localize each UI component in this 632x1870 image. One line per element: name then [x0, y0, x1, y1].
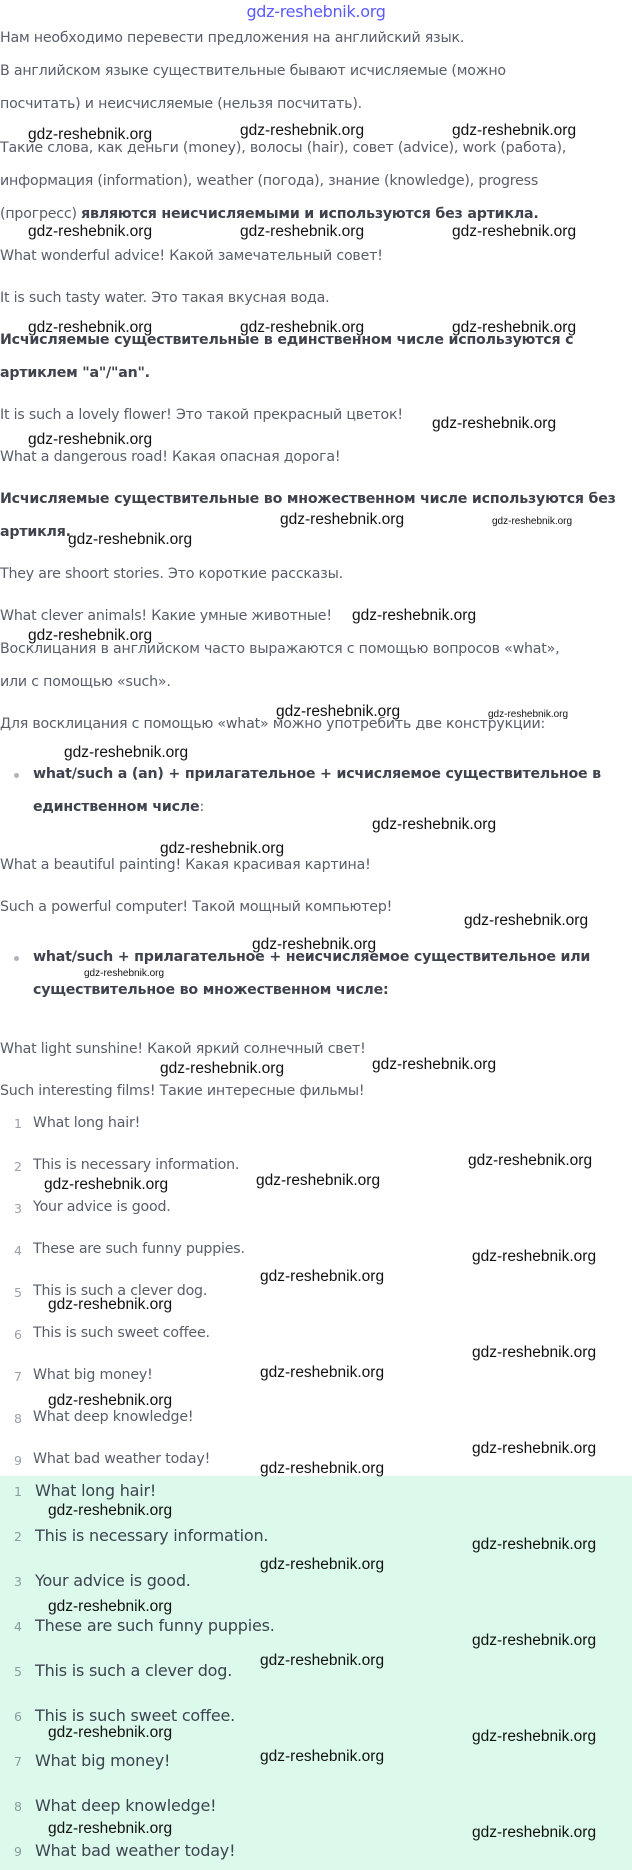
watermark: gdz-reshebnik.org: [260, 1268, 385, 1285]
watermark: gdz-reshebnik.org: [372, 816, 497, 833]
list-number: 7: [14, 1369, 22, 1384]
rule2-line2: артиклем "a"/"an".: [0, 365, 150, 381]
example-4: What a dangerous road! Какая опасная дорога!: [0, 449, 341, 465]
list-number: 8: [14, 1411, 22, 1426]
list-item: What big money!: [33, 1367, 153, 1383]
watermark: gdz-reshebnik.org: [260, 1364, 385, 1381]
watermark-small: gdz-reshebnik.org: [488, 709, 569, 720]
list-number: 3: [14, 1201, 22, 1216]
watermark: gdz-reshebnik.org: [160, 1060, 285, 1077]
watermark: gdz-reshebnik.org: [160, 840, 285, 857]
list-item: What long hair!: [33, 1115, 141, 1131]
list-number: 1: [14, 1116, 22, 1131]
para2-line3: [0, 206, 539, 222]
para2-line1: Такие слова, как деньги (money), волосы (hair), совет (advice), work (работа),: [0, 140, 567, 156]
example-3: It is such a lovely flower! Это такой прекрасный цветок!: [0, 407, 403, 423]
para2-line3-bold: являются неисчисляемыми и используются без артикла.: [81, 206, 539, 222]
answer-item: These are such funny puppies.: [35, 1616, 275, 1635]
watermark: gdz-reshebnik.org: [472, 1824, 597, 1841]
site-title[interactable]: gdz-reshebnik.org: [246, 2, 386, 21]
bullet1-line1: what/such a (an) + прилагательное + исчисляемое существительное в: [33, 766, 601, 782]
exclamation-line2: или с помощью «such».: [0, 674, 171, 690]
list-item: What bad weather today!: [33, 1451, 211, 1467]
exclamation-line1: Восклицания в английском часто выражаются с помощью вопросов «what»,: [0, 641, 560, 657]
watermark: gdz-reshebnik.org: [472, 1632, 597, 1649]
watermark: gdz-reshebnik.org: [256, 1172, 381, 1189]
list-item: This is necessary information.: [33, 1157, 240, 1173]
watermark: gdz-reshebnik.org: [28, 627, 153, 644]
para2-line2: информация (information), weather (погода), знание (knowledge), progress: [0, 173, 539, 189]
bullet-dot-1: [14, 773, 19, 778]
watermark: gdz-reshebnik.org: [452, 122, 577, 139]
list-item: This is such sweet coffee.: [33, 1325, 210, 1341]
watermark: gdz-reshebnik.org: [452, 319, 577, 336]
list-number: 4: [14, 1243, 22, 1258]
watermark: gdz-reshebnik.org: [472, 1728, 597, 1745]
watermark: gdz-reshebnik.org: [276, 703, 401, 720]
answer-number: 6: [14, 1709, 22, 1724]
watermark: gdz-reshebnik.org: [464, 912, 589, 929]
example-9: What light sunshine! Какой яркий солнечный свет!: [0, 1041, 366, 1057]
watermark: gdz-reshebnik.org: [452, 223, 577, 240]
watermark: gdz-reshebnik.org: [28, 223, 153, 240]
rule3-line2: артикля.: [0, 524, 71, 540]
bullet2-line1: what/such + прилагательное + неисчисляемое существительное или: [33, 949, 591, 965]
answer-item: This is such a clever dog.: [35, 1661, 233, 1680]
watermark: gdz-reshebnik.org: [468, 1152, 593, 1169]
watermark: gdz-reshebnik.org: [44, 1176, 169, 1193]
answer-number: 8: [14, 1799, 22, 1814]
example-1: What wonderful advice! Какой замечательный совет!: [0, 248, 383, 264]
answer-item: This is necessary information.: [35, 1526, 269, 1545]
watermark: gdz-reshebnik.org: [240, 319, 365, 336]
watermark: gdz-reshebnik.org: [48, 1598, 173, 1615]
list-number: 5: [14, 1285, 22, 1300]
answer-item: What long hair!: [35, 1481, 157, 1500]
watermark: gdz-reshebnik.org: [260, 1748, 385, 1765]
bullet2-line2: существительное во множественном числе:: [33, 982, 389, 998]
answer-item: This is such sweet coffee.: [35, 1706, 236, 1725]
example-7: What a beautiful painting! Какая красивая картина!: [0, 857, 371, 873]
watermark: gdz-reshebnik.org: [472, 1440, 597, 1457]
watermark: gdz-reshebnik.org: [28, 431, 153, 448]
watermark: gdz-reshebnik.org: [372, 1056, 497, 1073]
watermark: gdz-reshebnik.org: [28, 126, 153, 143]
watermark: gdz-reshebnik.org: [260, 1652, 385, 1669]
list-item: Your advice is good.: [33, 1199, 171, 1215]
bullet1-line2-bold: единственном числе: [33, 799, 200, 815]
watermark: gdz-reshebnik.org: [472, 1536, 597, 1553]
watermark: gdz-reshebnik.org: [352, 607, 477, 624]
example-8: Such a powerful computer! Такой мощный компьютер!: [0, 899, 393, 915]
answer-number: 1: [14, 1484, 22, 1499]
list-number: 2: [14, 1159, 22, 1174]
rule3-line1: Исчисляемые существительные во множественном числе используются без: [0, 491, 616, 507]
watermark: gdz-reshebnik.org: [48, 1502, 173, 1519]
watermark: gdz-reshebnik.org: [64, 744, 189, 761]
watermark: gdz-reshebnik.org: [432, 415, 557, 432]
para2-line3-plain: (прогресс): [0, 206, 82, 222]
watermark-small: gdz-reshebnik.org: [492, 516, 573, 527]
rule2-line1: Исчисляемые существительные в единственном числе используются с: [0, 332, 574, 348]
two-constructions: Для восклицания с помощью «what» можно употребить две конструкции:: [0, 716, 546, 732]
bullet-dot-2: [14, 956, 19, 961]
list-number: 9: [14, 1453, 22, 1468]
watermark: gdz-reshebnik.org: [240, 223, 365, 240]
list-item: These are such funny puppies.: [33, 1241, 245, 1257]
intro-text: Нам необходимо перевести предложения на английский язык.: [0, 30, 465, 46]
watermark-small: gdz-reshebnik.org: [84, 968, 165, 979]
answer-number: 2: [14, 1529, 22, 1544]
watermark: gdz-reshebnik.org: [252, 936, 377, 953]
bullet1-line2: [33, 799, 204, 815]
answer-item: What bad weather today!: [35, 1841, 236, 1860]
watermark: gdz-reshebnik.org: [240, 122, 365, 139]
list-number: 6: [14, 1327, 22, 1342]
list-item: This is such a clever dog.: [33, 1283, 208, 1299]
para1-line2: посчитать) и неисчисляемые (нельзя посчитать).: [0, 96, 362, 112]
para1-line1: В английском языке существительные бывают исчисляемые (можно: [0, 63, 506, 79]
answer-number: 3: [14, 1574, 22, 1589]
answer-number: 9: [14, 1844, 22, 1859]
watermark: gdz-reshebnik.org: [48, 1724, 173, 1741]
watermark: gdz-reshebnik.org: [472, 1344, 597, 1361]
example-5: They are shoort stories. Это короткие рассказы.: [0, 566, 343, 582]
answer-item: What big money!: [35, 1751, 171, 1770]
answer-number: 4: [14, 1619, 22, 1634]
watermark: gdz-reshebnik.org: [48, 1392, 173, 1409]
watermark: gdz-reshebnik.org: [48, 1296, 173, 1313]
watermark: gdz-reshebnik.org: [472, 1248, 597, 1265]
answer-number: 7: [14, 1754, 22, 1769]
watermark: gdz-reshebnik.org: [260, 1556, 385, 1573]
answer-item: Your advice is good.: [35, 1571, 191, 1590]
watermark: gdz-reshebnik.org: [280, 511, 405, 528]
answer-item: What deep knowledge!: [35, 1796, 217, 1815]
watermark: gdz-reshebnik.org: [28, 319, 153, 336]
list-item: What deep knowledge!: [33, 1409, 194, 1425]
bullet1-line2-colon: :: [199, 799, 205, 815]
example-2: It is such tasty water. Это такая вкусная вода.: [0, 290, 330, 306]
watermark: gdz-reshebnik.org: [260, 1460, 385, 1477]
example-10: Such interesting films! Такие интересные фильмы!: [0, 1083, 365, 1099]
answer-number: 5: [14, 1664, 22, 1679]
example-6: What clever animals! Какие умные животные!: [0, 608, 332, 624]
watermark: gdz-reshebnik.org: [68, 531, 193, 548]
watermark: gdz-reshebnik.org: [48, 1820, 173, 1837]
